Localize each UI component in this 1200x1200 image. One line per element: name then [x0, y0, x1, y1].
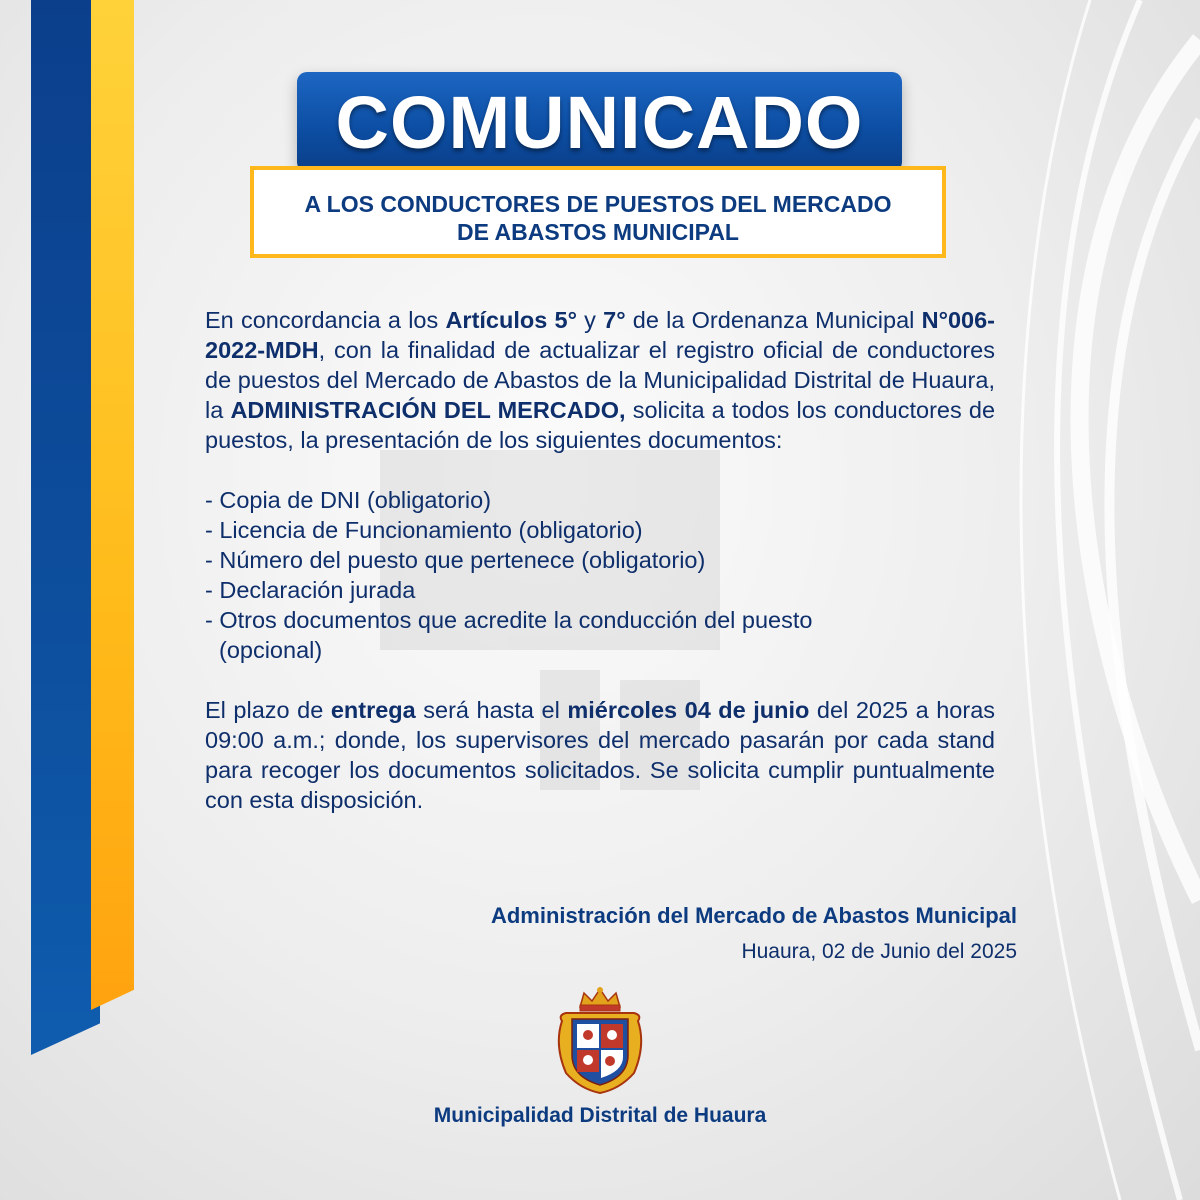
documents-list — [205, 485, 995, 665]
deadline-paragraph — [205, 695, 995, 815]
deadline-text-1: El plazo de — [205, 697, 331, 723]
list-item — [205, 605, 819, 665]
intro-text-3: de la Ordenanza Municipal — [625, 307, 922, 333]
list-item: - Copia de DNI (obligatorio) — [205, 487, 492, 513]
municipal-crest-icon — [550, 985, 650, 1095]
title-banner — [297, 72, 902, 172]
intro-bold-4: ADMINISTRACIÓN DEL MERCADO, — [230, 397, 626, 423]
deadline-text-2: será hasta el — [415, 697, 568, 723]
signature-date: Huaura, 02 de Junio del 2025 — [741, 940, 1017, 963]
list-item-text: - Otros documentos que acredite la conducción del puesto (opcional) — [205, 607, 813, 663]
page-title: COMUNICADO — [335, 80, 864, 164]
intro-paragraph — [205, 305, 995, 455]
announcement-body — [205, 305, 995, 815]
blue-side-stripe — [31, 0, 100, 1055]
list-item: - Licencia de Funcionamiento (obligatorio) — [205, 517, 643, 543]
intro-text-4: , con la finalidad de actualizar el registro oficial de conductores de puestos del Mercado de Abastos de la Municipalidad Distrital de Huaura, la — [205, 337, 995, 423]
intro-text-2: y — [576, 307, 604, 333]
subtitle — [289, 178, 908, 246]
yellow-side-stripe — [91, 0, 134, 1010]
intro-bold-3: N°006-2022-MDH — [205, 307, 995, 363]
intro-bold-2: 7° — [603, 307, 626, 333]
subtitle-box — [250, 166, 946, 258]
deadline-bold-2: miércoles 04 de junio — [567, 697, 810, 723]
subtitle-line-2: DE ABASTOS MUNICIPAL — [457, 219, 739, 245]
list-item: - Declaración jurada — [205, 577, 416, 603]
intro-bold-1: Artículos 5° — [445, 307, 577, 333]
municipality-name: Municipalidad Distrital de Huaura — [433, 1104, 767, 1127]
deadline-bold-1: entrega — [330, 697, 416, 723]
deadline-text-3: del 2025 a horas 09:00 a.m.; donde, los supervisores del mercado pasarán por cada stand para recoger los documentos solicitados. Se solicita cumplir puntualmente con esta disposición. — [205, 697, 996, 813]
subtitle-line-1: A LOS CONDUCTORES DE PUESTOS DEL MERCADO — [304, 191, 892, 217]
signature-organization: Administración del Mercado de Abastos Municipal — [490, 903, 1017, 928]
list-item: - Número del puesto que pertenece (obligatorio) — [205, 547, 706, 573]
intro-text-5: solicita a todos los conductores de puestos, la presentación de los siguientes documentos: — [205, 397, 996, 453]
intro-text-1: En concordancia a los — [205, 307, 446, 333]
